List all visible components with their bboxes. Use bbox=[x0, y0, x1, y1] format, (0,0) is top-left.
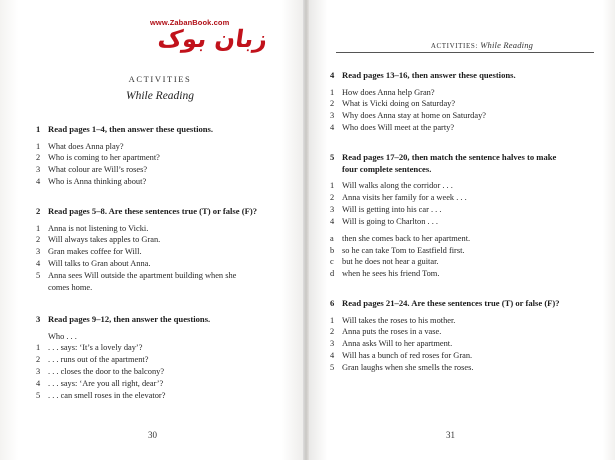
question-5 bbox=[330, 152, 608, 280]
item-number: 4 bbox=[36, 379, 41, 389]
logo-url: www.ZabanBook.com bbox=[150, 18, 230, 27]
item-number: 3 bbox=[36, 367, 41, 377]
item-text: Who is coming to her apartment? bbox=[48, 153, 160, 163]
list-item bbox=[330, 233, 608, 245]
item-number: 1 bbox=[36, 343, 41, 353]
list-item bbox=[36, 164, 298, 176]
list-item bbox=[330, 122, 608, 134]
item-text: . . . closes the door to the balcony? bbox=[48, 367, 165, 377]
right-page bbox=[306, 0, 615, 460]
list-item bbox=[330, 362, 608, 374]
question-2 bbox=[36, 206, 298, 294]
logo-script: زبان بوک bbox=[156, 25, 270, 53]
list-item bbox=[36, 342, 298, 354]
item-text: Who is Anna thinking about? bbox=[48, 177, 147, 187]
book-gutter bbox=[303, 0, 309, 460]
item-number: 5 bbox=[36, 391, 41, 401]
item-text: Anna is not listening to Vicki. bbox=[48, 223, 149, 233]
item-number: 2 bbox=[330, 327, 335, 337]
item-text: Gran laughs when she smells the roses. bbox=[342, 363, 474, 373]
question-text-line2: four complete sentences. bbox=[342, 163, 432, 174]
list-item bbox=[330, 110, 608, 122]
item-text: . . . says: ‘Are you all right, dear’? bbox=[48, 379, 164, 389]
item-number: 1 bbox=[36, 223, 41, 233]
item-number: 4 bbox=[36, 177, 41, 187]
list-item bbox=[330, 338, 608, 350]
question-heading bbox=[36, 314, 298, 326]
item-text: . . . can smell roses in the elevator? bbox=[48, 391, 166, 401]
left-page bbox=[0, 0, 306, 460]
running-head bbox=[382, 40, 582, 50]
item-text: Why does Anna stay at home on Saturday? bbox=[342, 111, 486, 121]
list-item bbox=[36, 234, 298, 246]
item-number: 4 bbox=[330, 123, 335, 133]
list-item bbox=[36, 152, 298, 164]
item-number: 2 bbox=[36, 355, 41, 365]
item-text: . . . runs out of the apartment? bbox=[48, 355, 149, 365]
list-item bbox=[330, 326, 608, 338]
question-items bbox=[36, 141, 298, 189]
list-item bbox=[36, 270, 298, 282]
item-number: 2 bbox=[330, 192, 335, 202]
list-item bbox=[330, 256, 608, 268]
question-heading bbox=[36, 124, 298, 136]
item-text: Will always takes apples to Gran. bbox=[48, 235, 161, 245]
question-text: Read pages 1–4, then answer these questions. bbox=[48, 124, 214, 134]
question-items bbox=[36, 342, 298, 402]
item-text: Anna puts the roses in a vase. bbox=[342, 327, 442, 337]
item-number: 2 bbox=[36, 235, 41, 245]
list-item bbox=[36, 258, 298, 270]
item-number: 2 bbox=[330, 99, 335, 109]
list-item bbox=[36, 223, 298, 235]
item-number: 4 bbox=[36, 259, 41, 269]
list-item bbox=[330, 192, 608, 204]
item-text: Who does Will meet at the party? bbox=[342, 123, 455, 133]
sentence-endings bbox=[330, 233, 608, 281]
item-text: then she comes back to her apartment. bbox=[342, 233, 471, 243]
item-number: 3 bbox=[36, 247, 41, 257]
page-number-right: 31 bbox=[446, 430, 455, 440]
item-number: 3 bbox=[330, 339, 335, 349]
item-text: Will has a bunch of red roses for Gran. bbox=[342, 351, 473, 361]
list-item bbox=[36, 354, 298, 366]
item-number: 3 bbox=[36, 165, 41, 175]
item-number: 4 bbox=[330, 216, 335, 226]
item-number: 4 bbox=[330, 351, 335, 361]
item-text: Will takes the roses to his mother. bbox=[342, 315, 456, 325]
question-number: 2 bbox=[36, 206, 41, 216]
list-item bbox=[330, 350, 608, 362]
item-text: Anna asks Will to her apartment. bbox=[342, 339, 453, 349]
item-number: 2 bbox=[36, 153, 41, 163]
item-text: Will is getting into his car . . . bbox=[342, 204, 442, 214]
item-text: Anna visits her family for a week . . . bbox=[342, 192, 467, 202]
question-intro: Who . . . bbox=[48, 331, 77, 341]
question-number: 4 bbox=[330, 70, 335, 80]
item-text: . . . says: ‘It’s a lovely day’? bbox=[48, 343, 143, 353]
question-3 bbox=[36, 314, 298, 402]
question-text: Read pages 13–16, then answer these questions. bbox=[342, 70, 516, 80]
list-item bbox=[330, 245, 608, 257]
question-heading bbox=[330, 298, 608, 310]
item-text: when he sees his friend Tom. bbox=[342, 269, 440, 279]
list-item bbox=[330, 87, 608, 99]
item-text: so he can take Tom to Eastfield first. bbox=[342, 245, 465, 255]
running-head-title: While Reading bbox=[480, 40, 534, 50]
sentence-starts bbox=[330, 180, 608, 228]
question-text: Read pages 21–24. Are these sentences true (T) or false (F)? bbox=[342, 298, 560, 308]
question-4 bbox=[330, 70, 608, 134]
list-item bbox=[36, 141, 298, 153]
item-number: 3 bbox=[330, 111, 335, 121]
question-text: Read pages 9–12, then answer the questions. bbox=[48, 314, 211, 324]
activities-title: ACTIVITIES bbox=[128, 74, 192, 84]
question-text: Read pages 5–8. Are these sentences true (T) or false (F)? bbox=[48, 206, 257, 216]
item-text: Will is going to Charlton . . . bbox=[342, 216, 438, 226]
item-number: d bbox=[330, 269, 335, 279]
zabanbook-logo bbox=[150, 8, 290, 58]
list-item bbox=[36, 246, 298, 258]
item-text: What colour are Will’s roses? bbox=[48, 165, 148, 175]
list-item bbox=[330, 268, 608, 280]
while-reading-subtitle: While Reading bbox=[125, 90, 195, 102]
item-number: 1 bbox=[330, 87, 335, 97]
question-heading bbox=[330, 70, 608, 82]
question-number: 1 bbox=[36, 124, 41, 134]
list-item bbox=[36, 390, 298, 402]
question-1 bbox=[36, 124, 298, 188]
item-number: a bbox=[330, 233, 334, 243]
item-number bbox=[36, 282, 48, 294]
item-number: 1 bbox=[36, 141, 41, 151]
item-text: How does Anna help Gran? bbox=[342, 87, 435, 97]
question-text-line1: Read pages 17–20, then match the sentence halves to make bbox=[342, 152, 557, 162]
list-item bbox=[330, 98, 608, 110]
question-items bbox=[36, 223, 298, 294]
item-text: but he does not hear a guitar. bbox=[342, 257, 439, 267]
item-number: 3 bbox=[330, 204, 335, 214]
list-item bbox=[330, 216, 608, 228]
running-head-small: ACTIVITIES: bbox=[430, 42, 478, 50]
list-item bbox=[36, 176, 298, 188]
running-head-rule bbox=[336, 52, 594, 53]
question-items bbox=[330, 315, 608, 375]
item-number: 1 bbox=[330, 315, 335, 325]
item-number: b bbox=[330, 245, 335, 255]
item-text: comes home. bbox=[48, 283, 93, 293]
list-item bbox=[36, 282, 298, 294]
list-item bbox=[36, 366, 298, 378]
list-item bbox=[330, 204, 608, 216]
question-heading bbox=[36, 206, 298, 218]
question-heading bbox=[330, 152, 608, 175]
question-items bbox=[330, 87, 608, 135]
item-text: Will walks along the corridor . . . bbox=[342, 181, 453, 190]
question-number: 3 bbox=[36, 314, 41, 324]
page-number-left: 30 bbox=[148, 430, 157, 440]
list-item bbox=[330, 315, 608, 327]
item-number: 5 bbox=[36, 271, 41, 281]
item-text: What does Anna play? bbox=[48, 141, 124, 151]
item-number: 1 bbox=[330, 181, 335, 190]
item-text: Gran makes coffee for Will. bbox=[48, 247, 142, 257]
list-item bbox=[36, 378, 298, 390]
question-number: 6 bbox=[330, 298, 335, 308]
item-number: c bbox=[330, 257, 334, 267]
item-number: 5 bbox=[330, 363, 335, 373]
item-text: Will talks to Gran about Anna. bbox=[48, 259, 151, 269]
question-6 bbox=[330, 298, 608, 374]
item-text: Anna sees Will outside the apartment building when she bbox=[48, 271, 237, 281]
item-text: What is Vicki doing on Saturday? bbox=[342, 99, 456, 109]
question-number: 5 bbox=[330, 152, 335, 162]
list-item bbox=[330, 180, 608, 192]
